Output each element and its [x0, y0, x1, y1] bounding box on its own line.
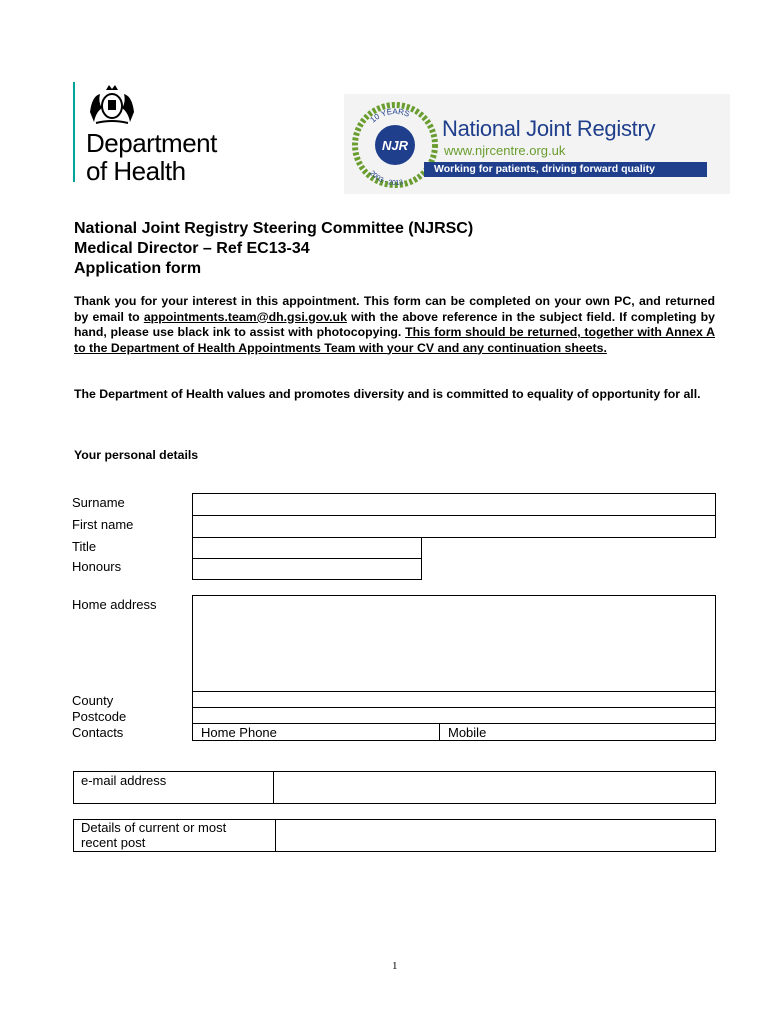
intro-text-1: Thank you for your interest in this appointment. This form can be completed on your own PC, and returned by email to: [74, 294, 715, 324]
intro-text-2: with the above reference in the subject field. If completing by hand, please use black ink to assist with photocopying.: [74, 309, 716, 339]
mobile-input[interactable]: [439, 723, 716, 741]
royal-crest-icon: [86, 82, 138, 126]
njr-title: National Joint Registry: [442, 116, 656, 141]
svg-text:2003 - 2013: [368, 170, 404, 187]
diversity-paragraph: The Department of Health values and promotes diversity and is committed to equality of opportunity for all.: [74, 387, 701, 401]
home-address-input[interactable]: [192, 595, 716, 692]
njr-ring-bottom: 2003 - 2013: [368, 169, 404, 188]
mobile-label: Mobile: [448, 725, 487, 740]
doh-line2: of Health: [86, 156, 186, 186]
first-name-input[interactable]: [192, 515, 716, 538]
home-address-label: Home address: [72, 597, 157, 612]
first-name-label: First name: [72, 517, 134, 532]
email-label: e-mail address: [81, 773, 167, 788]
postcode-label: Postcode: [72, 709, 127, 724]
heading-line1: National Joint Registry Steering Committee (NJRSC): [74, 220, 474, 237]
intro-paragraph: [74, 294, 715, 356]
county-input[interactable]: [192, 691, 716, 708]
doh-logo-bar: [73, 82, 75, 182]
home-phone-label: Home Phone: [201, 725, 277, 740]
current-post-label: Details of current or most recent post: [81, 820, 227, 850]
postcode-input[interactable]: [192, 707, 716, 724]
intro-underlined: This form should be returned, together with Annex A to the Department of Health Appointments Team with your CV and any continuation sheets.: [74, 325, 715, 355]
email-link[interactable]: appointments.team@dh.gsi.gov.uk: [143, 309, 347, 324]
heading-line2: Medical Director – Ref EC13-34: [74, 240, 310, 257]
email-label-cell: [73, 771, 274, 804]
surname-label: Surname: [72, 495, 125, 510]
honours-input[interactable]: [192, 558, 422, 580]
title-input[interactable]: [192, 537, 422, 559]
contacts-label: Contacts: [72, 725, 124, 740]
doh-logo-text: [86, 129, 217, 185]
njr-ring-top: 10 YEARS: [368, 106, 411, 125]
page-number: 1: [392, 960, 398, 972]
doh-line1: Department: [86, 128, 217, 158]
county-label: County: [72, 693, 114, 708]
current-post-label-cell: [73, 819, 276, 852]
current-post-input[interactable]: [275, 819, 716, 852]
surname-input[interactable]: [192, 493, 716, 516]
title-label: Title: [72, 539, 97, 554]
email-input[interactable]: [273, 771, 716, 804]
njr-tagline: Working for patients, driving forward quality: [424, 162, 707, 177]
home-phone-input[interactable]: [192, 723, 440, 741]
honours-label: Honours: [72, 559, 122, 574]
njr-badge: NJR: [381, 138, 409, 153]
heading-line3: Application form: [74, 260, 202, 277]
njr-url: www.njrcentre.org.uk: [444, 143, 566, 158]
section-title: Your personal details: [74, 448, 199, 462]
